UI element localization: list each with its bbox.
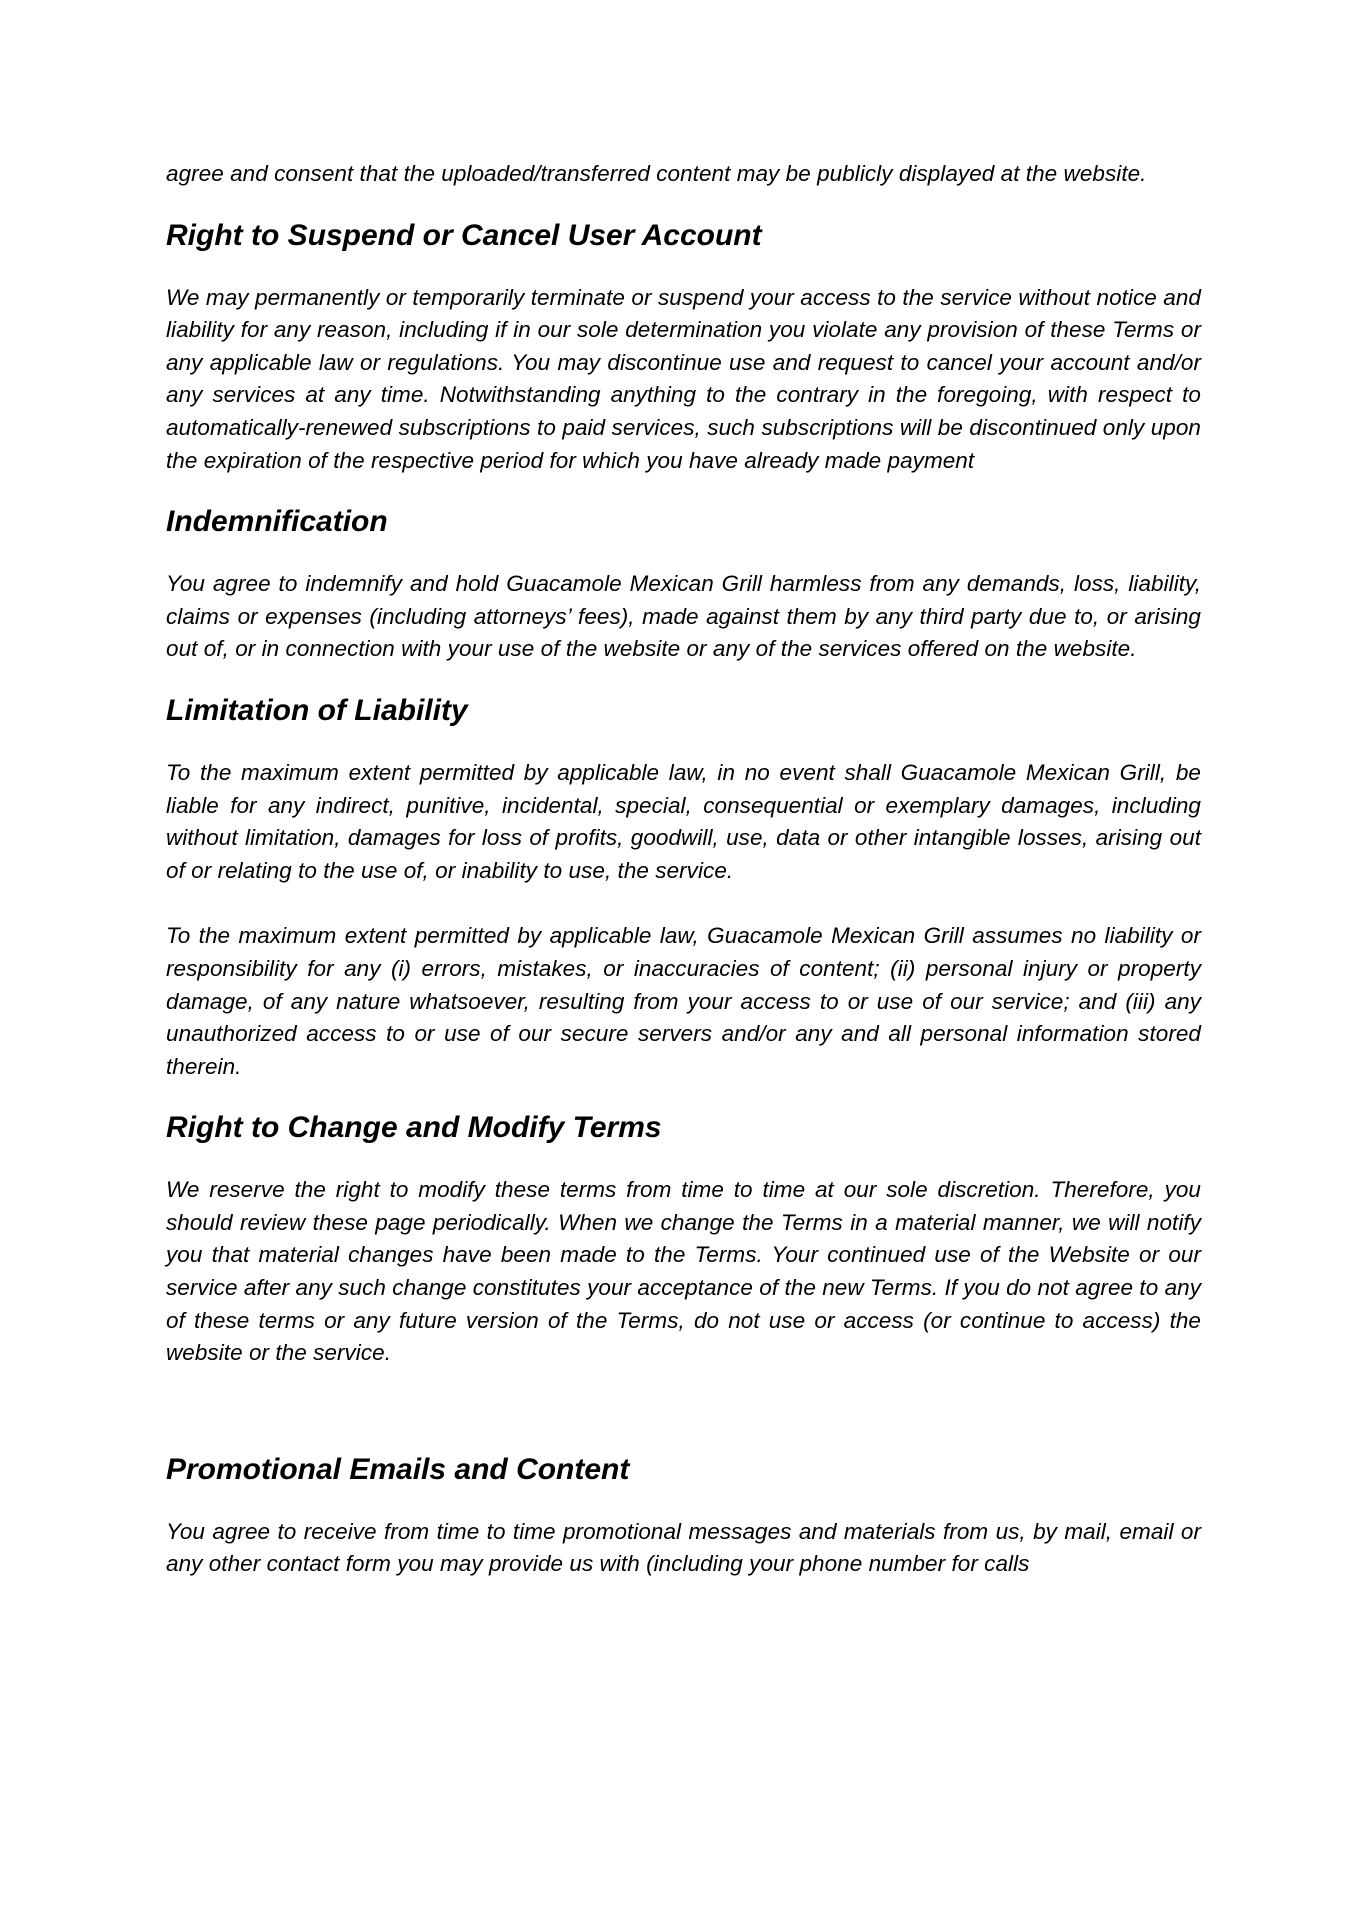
- paragraph-limitation-2: To the maximum extent permitted by applicable law, Guacamole Mexican Grill assumes no liability or responsibility for any (i) errors, mistakes, or inaccuracies of content; (ii) personal injury or property damage, of any nature whatsoever, resulting from your access to or use of our service; and (iii) any unauthorized access to or use of our secure servers and/or any and all personal information stored therein.: [166, 923, 1201, 1079]
- heading-suspend-cancel: Right to Suspend or Cancel User Account: [166, 218, 762, 252]
- paragraph-suspend-cancel: We may permanently or temporarily terminate or suspend your access to the service without notice and liability for any reason, including if in our sole determination you violate any provision of these Terms or any applicable law or regulations. You may discontinue use and request to cancel your account and/or any services at any time. Notwithstanding anything to the contrary in the foregoing, with respect to automatically-renewed subscriptions to paid services, such subscriptions will be discontinued only upon the expiration of the respective period for which you have already made payment: [166, 284, 1201, 473]
- paragraph-promotional-emails: You agree to receive from time to time promotional messages and materials from us, by mail, email or any other contact form you may provide us with (including your phone number for calls: [166, 1518, 1201, 1577]
- heading-promotional-emails: Promotional Emails and Content: [166, 1452, 630, 1486]
- document-page: [166, 158, 1201, 1581]
- paragraph-change-modify-terms: We reserve the right to modify these terms from time to time at our sole discretion. Therefore, you should review these page periodically. When we change the Terms in a material manner, we will notify you that material changes have been made to the Terms. Your continued use of the Website or our service after any such change constitutes your acceptance of the new Terms. If you do not agree to any of these terms or any future version of the Terms, do not use or access (or continue to access) the website or the service.: [166, 1177, 1201, 1366]
- heading-indemnification: Indemnification: [166, 505, 388, 539]
- intro-paragraph: agree and consent that the uploaded/transferred content may be publicly displayed at the website.: [166, 161, 1147, 186]
- paragraph-indemnification: You agree to indemnify and hold Guacamole Mexican Grill harmless from any demands, loss, liability, claims or expenses (including attorneys’ fees), made against them by any third party due to, or arising out of, or in connection with your use of the website or any of the services offered on the website.: [166, 571, 1201, 662]
- heading-change-modify-terms: Right to Change and Modify Terms: [166, 1111, 662, 1145]
- heading-limitation-of-liability: Limitation of Liability: [166, 693, 468, 727]
- paragraph-limitation-1: To the maximum extent permitted by applicable law, in no event shall Guacamole Mexican Grill, be liable for any indirect, punitive, incidental, special, consequential or exemplary damages, including without limitation, damages for loss of profits, goodwill, use, data or other intangible losses, arising out of or relating to the use of, or inability to use, the service.: [166, 759, 1201, 883]
